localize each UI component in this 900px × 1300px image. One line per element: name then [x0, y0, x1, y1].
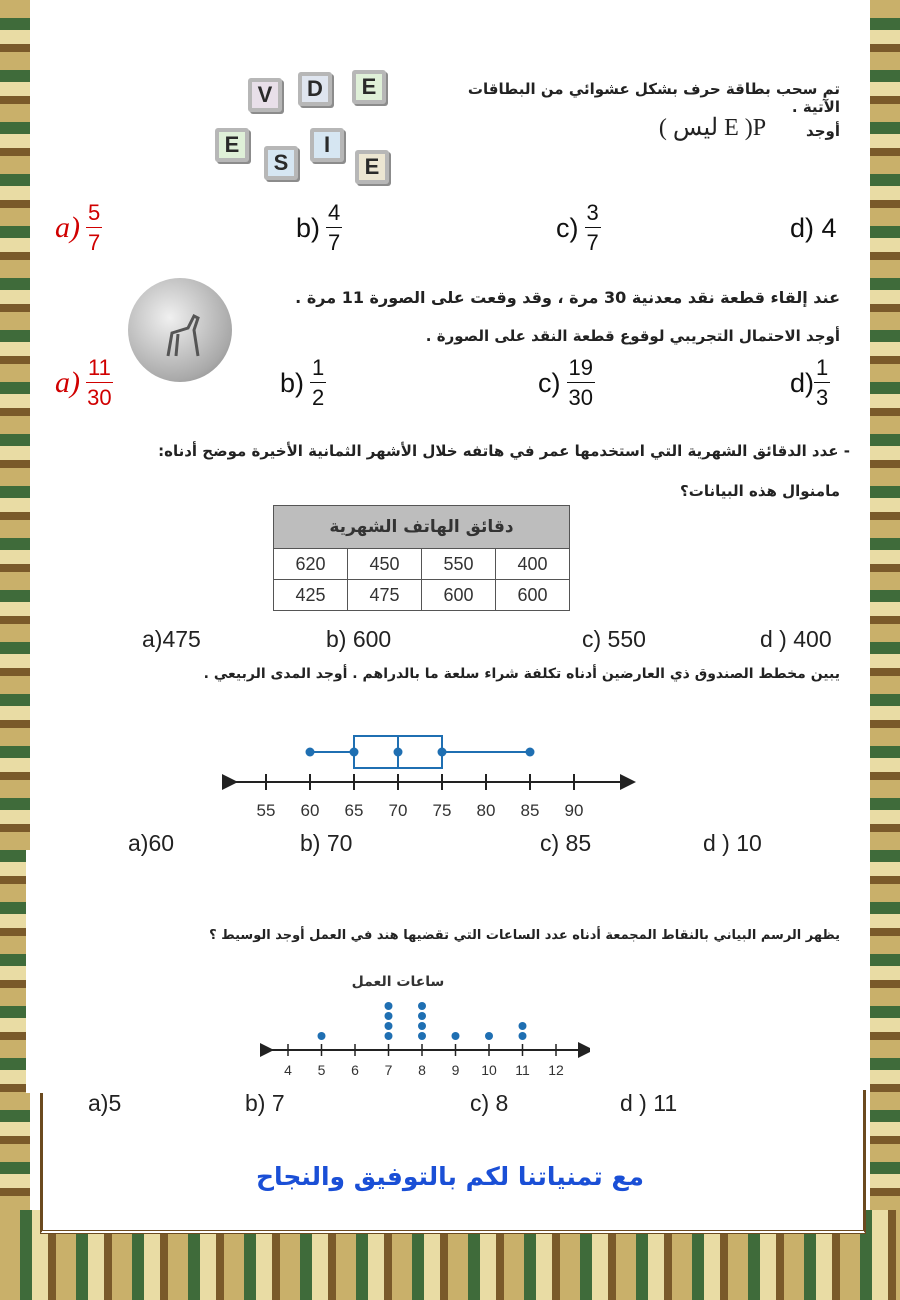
data-dot — [385, 1002, 393, 1010]
q5-text: يظهر الرسم البياني بالنقاط المجمعة أدناه عدد الساعات التي تقضيها هند في العمل أوجد الوسيط ؟ — [209, 928, 840, 943]
table-cell: 600 — [496, 580, 570, 611]
table-row — [274, 549, 570, 580]
table-cell: 400 — [496, 549, 570, 580]
q3-text: - عدد الدقائق الشهرية التي استخدمها عمر في هاتفه خلال الأشهر الثمانية الأخيرة موضح أدناه: — [158, 442, 850, 460]
gazelle-icon — [128, 278, 232, 382]
tick-label: 80 — [476, 801, 496, 820]
q2-text: عند إلقاء قطعة نقد معدنية 30 مرة ، وقد وقعت على الصورة 11 مرة . — [295, 288, 840, 307]
box-point-q1 — [350, 748, 359, 757]
q4-option-d[interactable]: d ) 10 — [703, 830, 762, 856]
data-dot — [519, 1022, 527, 1030]
q1-text: تم سحب بطاقة حرف بشكل عشوائي من البطاقات الآتية . — [467, 80, 840, 116]
tick-label: 90 — [564, 801, 584, 820]
coin-image — [128, 278, 232, 382]
box-point-q3 — [438, 748, 447, 757]
tick-label: 70 — [388, 801, 408, 820]
letter-card: S — [264, 146, 298, 180]
q4-option-c[interactable]: c) 85 — [540, 830, 592, 856]
phone-minutes-table — [273, 505, 570, 611]
tick-label: 10 — [481, 1062, 497, 1078]
q4-option-a[interactable]: a)60 — [128, 830, 175, 856]
q2-text2: أوجد الاحتمال التجريبي لوقوع قطعة النقد على الصورة . — [425, 327, 840, 345]
box-point-median — [394, 748, 403, 757]
letter-card: D — [298, 72, 332, 106]
tick-label: 60 — [300, 801, 320, 820]
q4-option-b[interactable]: b) 70 — [300, 830, 353, 856]
table-cell: 620 — [274, 549, 348, 580]
q4-text: يبين مخطط الصندوق ذي العارضين أدناه تكلفة شراء سلعة ما بالدراهم . أوجد المدى الربيعي . — [203, 666, 840, 682]
table-row — [274, 580, 570, 611]
q1-option-d[interactable]: d) 4 — [790, 213, 837, 243]
q3-text2: مامنوال هذه البيانات؟ — [680, 482, 840, 500]
table-cell: 550 — [422, 549, 496, 580]
letter-card: I — [310, 128, 344, 162]
q1-expression: P( E ليس ) — [658, 115, 767, 141]
tick-label: 75 — [432, 801, 452, 820]
tick-label: 8 — [418, 1062, 426, 1078]
dot-plot — [260, 964, 590, 1084]
tick-label: 9 — [451, 1062, 460, 1078]
data-dot — [519, 1032, 527, 1040]
tick-label: 85 — [520, 801, 540, 820]
letter-card: E — [215, 128, 249, 162]
data-dot — [385, 1012, 393, 1020]
tick-label: 55 — [256, 801, 276, 820]
q2-option-c[interactable]: c) $\frac{19}{30}$ — [538, 355, 593, 410]
box-point-max — [526, 748, 535, 757]
tick-label: 65 — [344, 801, 364, 820]
q5-option-d[interactable]: d ) 11 — [620, 1090, 678, 1116]
data-dot — [385, 1022, 393, 1030]
ornament-border-right — [870, 0, 900, 1300]
data-dot — [418, 1032, 426, 1040]
q5-option-c[interactable]: c) 8 — [470, 1090, 509, 1116]
q2-option-a[interactable]: a) $\frac{11}{30}$ — [55, 355, 112, 410]
q3-option-c[interactable]: c) 550 — [582, 626, 646, 652]
table-cell: 450 — [348, 549, 422, 580]
letter-card: E — [355, 150, 389, 184]
box-point-min — [306, 748, 315, 757]
table-cell: 600 — [422, 580, 496, 611]
data-dot — [418, 1002, 426, 1010]
q3-option-b[interactable]: b) 600 — [326, 626, 392, 652]
data-dot — [418, 1012, 426, 1020]
q5-option-a[interactable]: a)5 — [88, 1090, 122, 1116]
chart-title: ساعات العمل — [351, 974, 445, 990]
tick-label: 4 — [284, 1062, 292, 1078]
q3-option-a[interactable]: a)475 — [142, 626, 201, 652]
tick-label: 12 — [548, 1062, 564, 1078]
closing-message: مع تمنياتنا لكم بالتوفيق والنجاح — [255, 1162, 645, 1191]
letter-card: E — [352, 70, 386, 104]
tick-label: 6 — [351, 1062, 359, 1078]
data-dot — [485, 1032, 493, 1040]
q5-option-b[interactable]: b) 7 — [245, 1090, 285, 1116]
tick-label: 5 — [317, 1062, 326, 1078]
letter-card: V — [248, 78, 282, 112]
q1-option-c[interactable]: c) $\frac{3}{7}$ — [556, 200, 599, 255]
q2-option-b[interactable]: b) $\frac{1}{2}$ — [280, 355, 325, 410]
table-title: دقائق الهاتف الشهرية — [274, 506, 570, 549]
data-dot — [318, 1032, 326, 1040]
q3-option-d[interactable]: d ) 400 — [760, 626, 832, 652]
data-dot — [452, 1032, 460, 1040]
box-plot — [220, 730, 640, 830]
q1-option-a[interactable]: a) $\frac{5}{7}$ — [55, 200, 101, 255]
ornament-border-left — [0, 0, 30, 1300]
q1-find-label: أوجد — [806, 122, 840, 140]
q1-option-b[interactable]: b) $\frac{4}{7}$ — [296, 200, 341, 255]
data-dot — [418, 1022, 426, 1030]
data-dot — [385, 1032, 393, 1040]
tick-label: 11 — [515, 1062, 530, 1078]
table-cell: 475 — [348, 580, 422, 611]
q2-option-d[interactable]: d) $\frac{1}{3}$ — [790, 355, 829, 410]
tick-label: 7 — [384, 1062, 393, 1078]
table-cell: 425 — [274, 580, 348, 611]
